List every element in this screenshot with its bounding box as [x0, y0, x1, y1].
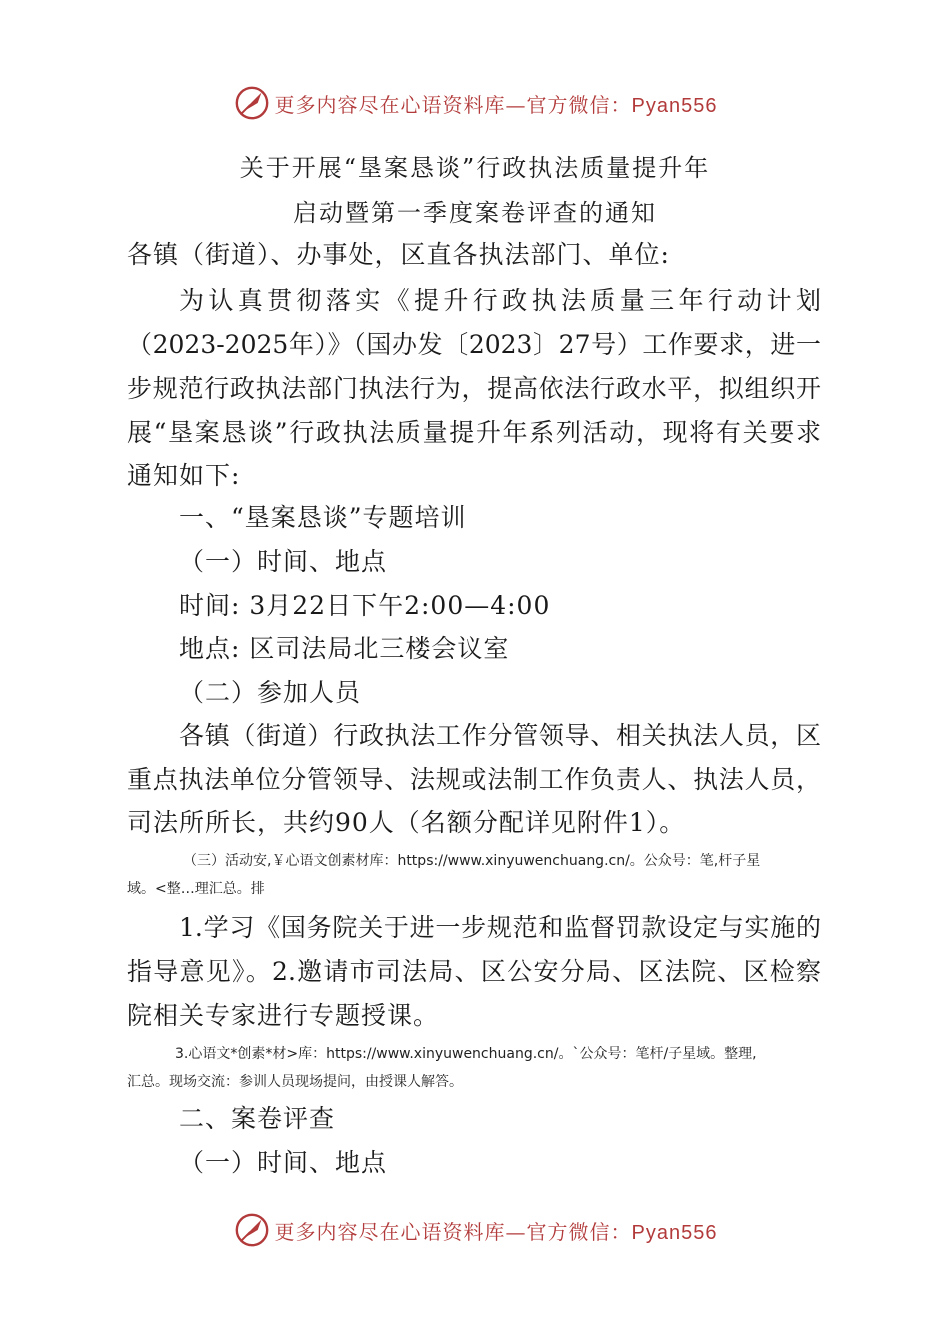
- watermark-note-line: （三）活动安,￥心语文创素材库：https://www.xinyuwenchuang.cn/。公众号：笔,杆子星: [183, 853, 761, 869]
- intro-line: （2023-2025年）》（国办发〔2023〕27号）工作要求，进一: [127, 330, 821, 359]
- intro-line: 为认真贯彻落实《提升行政执法质量三年行动计划: [179, 286, 821, 315]
- participants-line: 重点执法单位分管领导、法规或法制工作负责人、执法人员，: [127, 765, 821, 794]
- watermark-note-line: 域。<整…理汇总。排: [127, 881, 265, 897]
- section1-heading: 一、“垦案恳谈”专题培训: [179, 503, 467, 532]
- sub2-heading: （二）参加人员: [179, 678, 362, 707]
- watermark-note-line: 3.心语文*创素*材>库：https://www.xinyuwenchuang.cn/。`公众号：笔杆/子星域。整理,: [175, 1046, 757, 1062]
- header-banner: [0, 81, 950, 125]
- study-line: 院相关专家进行专题授课。: [127, 1001, 440, 1030]
- study-line: 指导意见》。2.邀请市司法局、区公安分局、区法院、区检察: [127, 957, 821, 986]
- document-title-line1: 关于开展“垦案恳谈”行政执法质量提升年: [239, 154, 711, 182]
- banner-text: 更多内容尽在心语资料库—官方微信：Pyan556: [274, 1219, 718, 1244]
- participants-line: 司法所所长，共约90人（名额分配详见附件1）。: [127, 808, 686, 837]
- intro-line: 展“垦案恳谈”行政执法质量提升年系列活动，现将有关要求: [127, 418, 821, 447]
- quill-logo-icon: [233, 1211, 271, 1249]
- study-line: 1.学习《国务院关于进一步规范和监督罚款设定与实施的: [179, 913, 821, 942]
- quill-logo-icon: [233, 84, 271, 122]
- participants-line: 各镇（街道）行政执法工作分管领导、相关执法人员，区: [179, 721, 821, 750]
- sub3-heading: （一）时间、地点: [179, 1148, 388, 1177]
- section2-heading: 二、案卷评查: [179, 1104, 336, 1133]
- intro-line: 步规范行政执法部门执法行为，提高依法行政水平，拟组织开: [127, 374, 821, 403]
- banner-contact: Pyan556: [631, 94, 718, 117]
- banner-contact: Pyan556: [631, 1221, 718, 1244]
- banner-text: 更多内容尽在心语资料库—官方微信：Pyan556: [274, 92, 718, 117]
- time-line: 时间: 3月22日下午2:00—4:00: [179, 591, 551, 620]
- addressee: 各镇（街道）、办事处，区直各执法部门、单位:: [127, 240, 670, 269]
- document-title-line2: 启动暨第一季度案卷评查的通知: [293, 199, 657, 227]
- footer-banner: [0, 1208, 950, 1252]
- intro-line: 通知如下:: [127, 461, 241, 490]
- sub1-heading: （一）时间、地点: [179, 547, 388, 576]
- watermark-note-line: 汇总。现场交流：参训人员现场提问，由授课人解答。: [127, 1074, 463, 1090]
- place-line: 地点: 区司法局北三楼会议室: [179, 634, 510, 663]
